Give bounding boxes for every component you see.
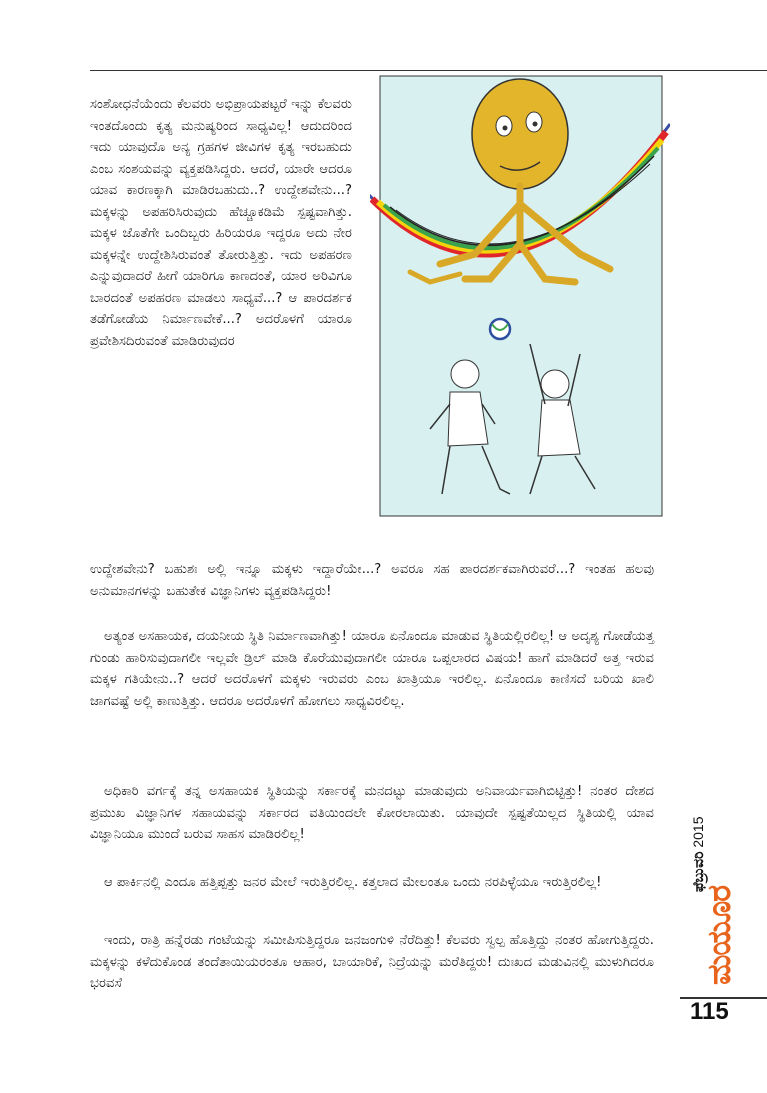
article-paragraph-3: ಆ ಪಾರ್ಕಿನಲ್ಲಿ ಎಂದೂ ಹತ್ತಿಪ್ಪತ್ತು ಜನರ ಮೇಲೆ ಇರುತ್ತಿರಲಿಲ್ಲ. ಕತ್ತಲಾದ ಮೇಲಂತೂ ಒಂದು ನರಪಿಳ್ಳೆಯೂ ಇರುತ್ತಿರಲಿಲ್ಲ! <box>104 875 602 890</box>
page-number: 115 <box>690 998 729 1025</box>
article-paragraph-0b: ಉದ್ದೇಶವೇನು? ಬಹುಶಃ ಅಲ್ಲಿ ಇನ್ನೂ ಮಕ್ಕಳು ಇದ್ದಾರೆಯೇ...? ಅವರೂ ಸಹ ಪಾರದರ್ಶಕವಾಗಿರುವರೆ...? ಇಂತಹ ಹಲವು ಅನುಮಾನಗಳನ್ನು ಬಹುತೇಕ ವಿಜ್ಞಾನಿಗಳು ವ್ಯಕ್ತಪಡಿಸಿದ್ದರು! <box>90 562 654 599</box>
article-paragraph-4: ಇಂದು, ರಾತ್ರಿ ಹನ್ನೆರಡು ಗಂಟೆಯನ್ನು ಸಮೀಪಿಸುತ್ತಿದ್ದರೂ ಜನಜಂಗುಳಿ ನೆರೆದಿತ್ತು! ಕೆಲವರು ಸ್ವಲ್ಪ ಹೊತ್ತಿದ್ದು ನಂತರ ಹೋಗುತ್ತಿದ್ದರು. ಮಕ್ಕಳನ್ನು ಕಳೆದುಕೊಂಡ ತಂದೆತಾಯಿಯರಂತೂ ಆಹಾರ, ಬಾಯಾರಿಕೆ, ನಿದ್ರೆಯನ್ನು ಮರೆತಿದ್ದರು! ದುಃಖದ ಮಡುವಿನಲ್ಲಿ ಮುಳುಗಿದರೂ ಭರವಸೆ <box>90 933 654 991</box>
article-paragraph-2: ಅಧಿಕಾರಿ ವರ್ಗಕ್ಕೆ ತನ್ನ ಅಸಹಾಯಕ ಸ್ಥಿತಿಯನ್ನು ಸರ್ಕಾರಕ್ಕೆ ಮನದಟ್ಟು ಮಾಡುವುದು ಅನಿವಾರ್ಯವಾಗಿಬಿಟ್ಟಿತ್ತು! ನಂತರ ದೇಶದ ಪ್ರಮುಖ ವಿಜ್ಞಾನಿಗಳ ಸಹಾಯವನ್ನು ಸರ್ಕಾರದ ವತಿಯಿಂದಲೇ ಕೋರಲಾಯಿತು. ಯಾವುದೇ ಸ್ಪಷ್ಟತೆಯಿಲ್ಲದ ಸ್ಥಿತಿಯಲ್ಲಿ ಯಾವ ವಿಜ್ಞಾನಿಯೂ ಮುಂದೆ ಬರುವ ಸಾಹಸ ಮಾಡಿರಲಿಲ್ಲ! <box>90 784 654 842</box>
issue-month: ಫೆಬ್ರುವರಿ <box>690 851 706 892</box>
article-paragraph-0a: ಸಂಶೋಧನೆಯೆಂದು ಕೆಲವರು ಅಭಿಪ್ರಾಯಪಟ್ಟರೆ ಇನ್ನು ಕೆಲವರು ಇಂತದೊಂದು ಕೃತ್ಯ ಮನುಷ್ಯರಿಂದ ಸಾಧ್ಯವಿಲ್ಲ! ಆದುದರಿಂದ ಇದು ಯಾವುದೊ ಅನ್ಯ ಗ್ರಹಗಳ ಜೀವಿಗಳ ಕೃತ್ಯ ಇರಬಹುದು ಎಂಬ ಸಂಶಯವನ್ನು ವ್ಯಕ್ತಪಡಿಸಿದ್ದರು. ಆದರೆ, ಯಾರೇ ಆದರೂ ಯಾವ ಕಾರಣಕ್ಕಾಗಿ ಮಾಡಿರಬಹುದು..? ಉದ್ದೇಶವೇನು...? ಮಕ್ಕಳನ್ನು ಅಪಹರಿಸಿರುವುದು ಹೆಚ್ಚೂಕಡಿಮೆ ಸ್ಪಷ್ಟವಾಗಿತ್ತು. ಮಕ್ಕಳ ಜೊತೆಗೇ ಒಂದಿಬ್ಬರು ಹಿರಿಯರೂ ಇದ್ದರೂ ಅದು ನೇರ ಮಕ್ಕಳನ್ನೇ ಉದ್ದೇಶಿಸಿರುವಂತೆ ತೋರುತ್ತಿತ್ತು. ಇದು ಅಪಹರಣ ಎನ್ನುವುದಾದರೆ ಹೀಗೆ ಯಾರಿಗೂ ಕಾಣದಂತೆ, ಯಾರ ಅರಿವಿಗೂ ಬಾರದಂತೆ ಅಪಹರಣ ಮಾಡಲು ಸಾಧ್ಯವೆ...? ಆ ಪಾರದರ್ಶಕ ತಡೆಗೋಡೆಯ ನಿರ್ಮಾಣವೇಕೆ...? ಅದರೊಳಗೆ ಯಾರೂ ಪ್ರವೇಶಿಸದಿರುವಂತೆ ಮಾಡಿರುವುದರ <box>90 97 352 349</box>
story-illustration <box>370 74 670 544</box>
magazine-logo: ಮಯೂರ <box>700 885 738 985</box>
top-rule <box>90 70 767 71</box>
issue-year: 2015 <box>690 816 706 848</box>
issue-date <box>690 816 707 892</box>
article-paragraph-1: ಅತ್ಯಂತ ಅಸಹಾಯಕ, ದಯನೀಯ ಸ್ಥಿತಿ ನಿರ್ಮಾಣವಾಗಿತ್ತು! ಯಾರೂ ಏನೊಂದೂ ಮಾಡುವ ಸ್ಥಿತಿಯಲ್ಲಿರಲಿಲ್ಲ! ಆ ಅದೃಶ್ಯ ಗೋಡೆಯತ್ತ ಗುಂಡು ಹಾರಿಸುವುದಾಗಲೀ ಇಲ್ಲವೇ ಡ್ರಿಲ್ ಮಾಡಿ ಕೊರೆಯುವುದಾಗಲೀ ಯಾರೂ ಒಪ್ಪಲಾರದ ವಿಷಯ! ಹಾಗೆ ಮಾಡಿದರೆ ಅತ್ತ ಇರುವ ಮಕ್ಕಳ ಗತಿಯೇನು..? ಆದರೆ ಅದರೊಳಗೆ ಮಕ್ಕಳು ಇರುವರು ಎಂಬ ಖಾತ್ರಿಯೂ ಇರಲಿಲ್ಲ. ಏನೊಂದೂ ಕಾಣಿಸದೆ ಬರಿಯ ಖಾಲಿ ಜಾಗವಷ್ಟೆ ಅಲ್ಲಿ ಕಾಣುತ್ತಿತ್ತು. ಆದರೂ ಅದರೊಳಗೆ ಹೋಗಲು ಸಾಧ್ಯವಿರಲಿಲ್ಲ. <box>90 629 654 709</box>
